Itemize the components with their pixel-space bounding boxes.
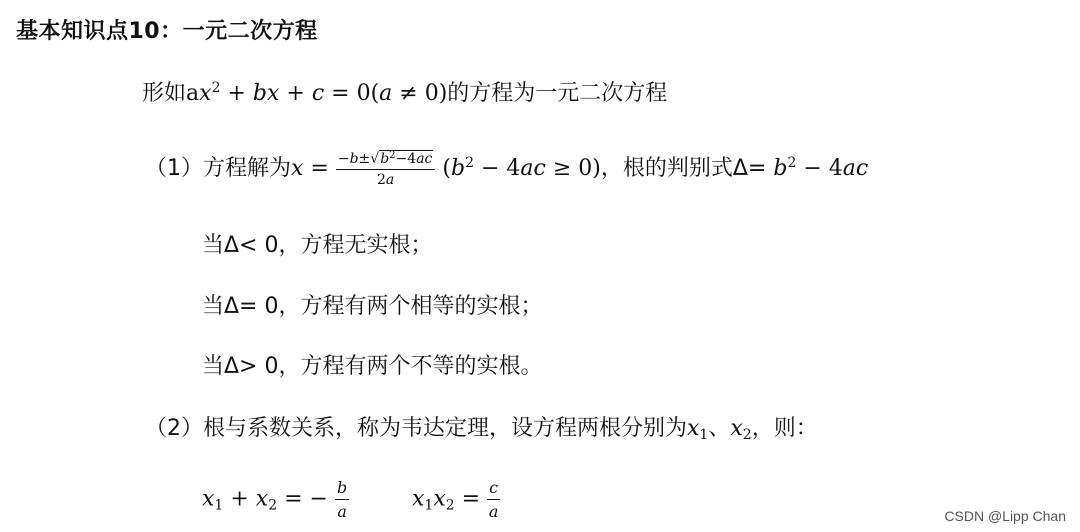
vieta-product-fraction: $\frac{c}{a}$ (488, 478, 499, 521)
item2-end: ，则： (751, 416, 818, 441)
definition-prefix: 形如 (142, 81, 187, 106)
item1-line: （1）方程解为x = $\frac{-b\pm√b^2-4ac}{2a}$ $(b^2 - 4ac \ge 0)$，根的判别式$\Delta= b^2 - 4ac$ (145, 150, 869, 188)
definition-line: 形如$ax^2$ + bx + c = 0(a ≠ 0)的方程为一元二次方程 (142, 80, 668, 106)
case-zero-condition: 当Δ= 0， (202, 294, 301, 319)
item2-separator: 、 (708, 416, 731, 441)
item1-label: （1）方程解为 (145, 156, 291, 181)
case-negative-text: 方程无实根； (300, 233, 433, 258)
item1-comma: ， (600, 156, 623, 181)
vieta-sum-formula: $x_1 + x_2$ = − $\frac{b}{a}$ (202, 478, 348, 521)
page-title: 基本知识点10：一元二次方程 (16, 19, 318, 44)
case-positive-text: 方程有两个不等的实根。 (300, 354, 543, 379)
case-negative-condition: 当Δ< 0， (202, 233, 301, 258)
case-positive (202, 349, 543, 380)
quadratic-formula-fraction: $\frac{-b\pm√b^2-4ac}{2a}$ (336, 150, 436, 188)
case-negative (202, 228, 433, 259)
watermark: CSDN @Lipp Chan (944, 508, 1066, 524)
case-zero (202, 289, 543, 320)
case-zero-text: 方程有两个相等的实根； (300, 294, 543, 319)
vieta-sum-fraction: $\frac{b}{a}$ (336, 478, 348, 521)
item2-line: （2）根与系数关系，称为韦达定理，设方程两根分别为$x_1$、$x_2$，则： (145, 416, 818, 443)
case-positive-condition: 当Δ> 0， (202, 354, 301, 379)
definition-suffix: 的方程为一元二次方程 (447, 81, 668, 106)
discriminant-label: 根的判别式Δ= (622, 156, 767, 181)
vieta-product-formula: $x_1x_2$ = $\frac{c}{a}$ (412, 478, 499, 521)
item2-text: （2）根与系数关系，称为韦达定理，设方程两根分别为 (145, 416, 687, 441)
